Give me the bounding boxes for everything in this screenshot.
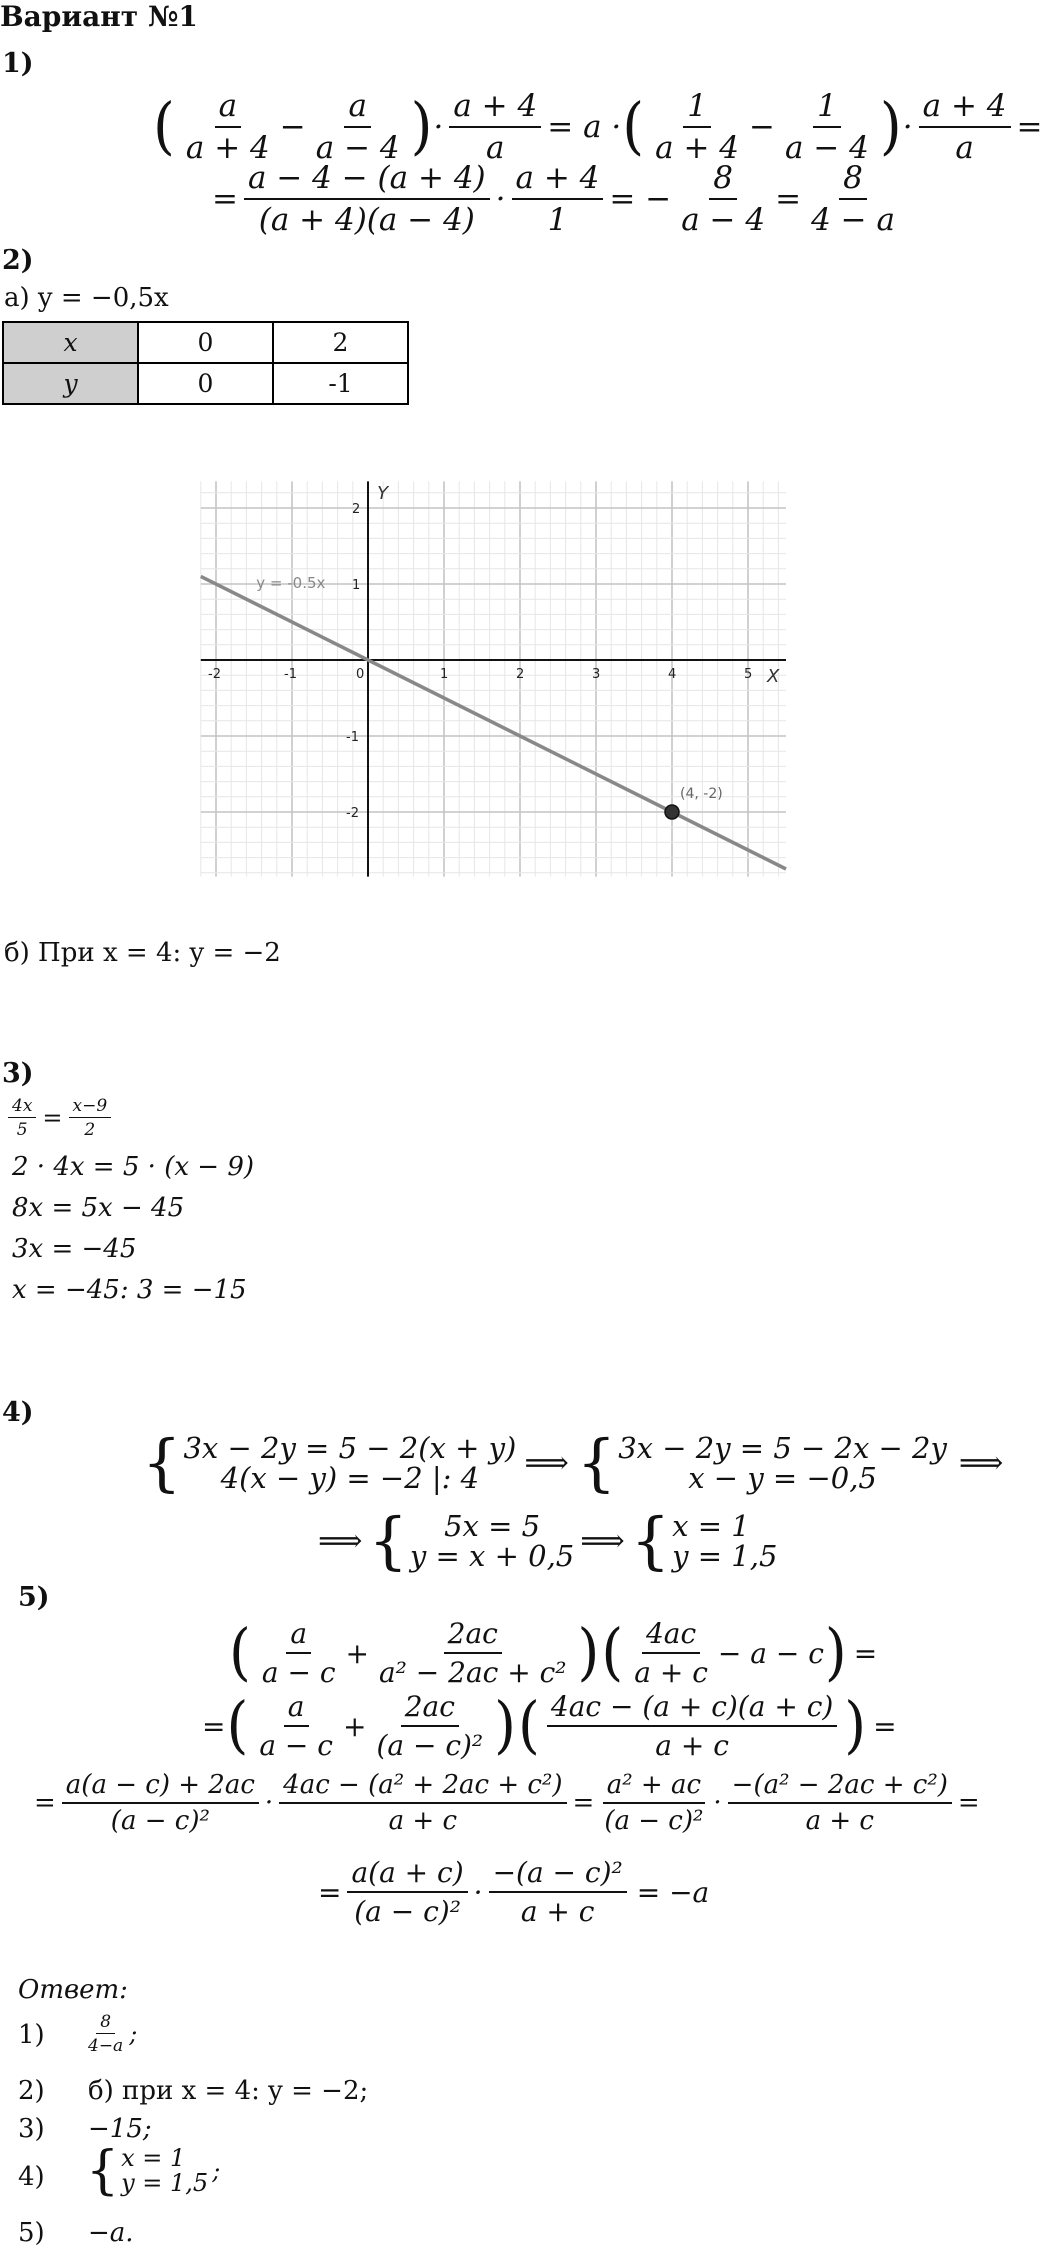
table-head-y: y: [3, 363, 138, 404]
task3-line: 8x = 5x − 45: [12, 1193, 185, 1223]
x-tick-label: 5: [744, 667, 753, 682]
section-4-label: 4): [2, 1397, 34, 1428]
section-2-label: 2): [2, 245, 34, 276]
y-tick-label: -1: [346, 730, 359, 745]
task2-label-a: а) y = −0,5x: [4, 283, 169, 313]
series-line: [201, 573, 786, 869]
x-tick-label: 2: [516, 667, 525, 682]
answer-item-2-num: 2): [18, 2076, 45, 2106]
page-title: Вариант №1: [0, 0, 198, 33]
y-tick-label: 2: [352, 502, 361, 517]
data-point: [665, 805, 679, 819]
task3-line: 3x = −45: [12, 1234, 137, 1264]
x-tick-label: -2: [208, 667, 221, 682]
answer-item-2: б) при x = 4: y = −2;: [88, 2076, 369, 2106]
answer-item-1-num: 1): [18, 2020, 45, 2050]
x-tick-label: 1: [440, 667, 449, 682]
task3-proportion: $\frac{4x}{5}$ = $\frac{x-9}{2}$: [8, 1096, 117, 1140]
table-cell: 0: [138, 363, 273, 404]
task4-line2: ⟹ { 5x = 5 y = x + 0,5 ⟹ { x = 1 y = 1,5: [318, 1504, 778, 1577]
task5-line3: = $\frac{a(a - c) + 2ac}{\text{(a − c)²}}$ · $\frac{\text{4ac − (a² + 2ac + c²)}}{a + c}$ = $\frac{\text{a² + ac}}{\text{(a − c)²}}$ · $\frac{\text{−(a² − 2ac + c²)}}{a + c}$ =: [34, 1770, 980, 1836]
table-row: [3, 322, 408, 363]
task1-line1: ( a a + 4 − $\frac{a}{a - 4}$ ) · $\frac{a + 4}{a}$ = a · ( 1 a + 4 − $\frac{1}{a - 4}$ ) · $\frac{a + 4}{a}$ =: [153, 88, 1042, 166]
answer-item-3-num: 3): [18, 2114, 45, 2144]
table-cell: 2: [273, 322, 408, 363]
task1-line2: = $\frac{a - 4 - (a + 4)}{(a + 4)(a - 4)}$ · $\frac{a + 4}{1}$ = − $\frac{8}{a - 4}$ = $\frac{8}{4 - a}$: [212, 160, 895, 238]
task3-line: x = −45: 3 = −15: [12, 1275, 247, 1305]
task3-line: 2 · 4x = 5 · (x − 9): [12, 1152, 254, 1182]
series-label: y = -0.5x: [256, 573, 326, 592]
task4-line1: { 3x − 2y = 5 − 2(x + y) 4(x − y) = −2 |: 4 ⟹ { 3x − 2y = 5 − 2x − 2y x − y = −0,5 ⟹: [142, 1426, 1004, 1499]
answer-item-4: { x = 1 y = 1,5 ;: [86, 2141, 221, 2201]
x-tick-label: 0: [356, 667, 365, 682]
function-graph: [200, 480, 800, 885]
answer-item-5: −a.: [88, 2218, 134, 2248]
x-tick-label: 3: [592, 667, 601, 682]
x-tick-label: -1: [284, 667, 297, 682]
y-tick-label: 1: [352, 578, 361, 593]
answer-item-3: −15;: [88, 2114, 152, 2144]
table-cell: 0: [138, 322, 273, 363]
y-axis-label: Y: [377, 482, 389, 504]
x-tick-label: 4: [668, 667, 677, 682]
answer-item-4-num: 4): [18, 2162, 45, 2192]
answer-heading: Ответ:: [18, 1975, 128, 2005]
answer-item-5-num: 5): [18, 2218, 45, 2248]
y-tick-label: -2: [346, 806, 359, 821]
data-point-label: (4, -2): [680, 786, 723, 802]
x-axis-label: X: [767, 666, 780, 687]
section-1-label: 1): [2, 48, 34, 79]
table-row: [3, 363, 408, 404]
section-3-label: 3): [2, 1058, 34, 1089]
task5-line2: = ( a a − c + $\frac{2ac}{\text{(a − c)²}}$ ) ( 4ac − (a + c)(a + c) a + c ) =: [202, 1689, 897, 1762]
task5-line4: = $\frac{a(a + c)}{\text{(a − c)²}}$ · $\frac{\text{−(a − c)²}}{a + c}$ = −a: [318, 1856, 710, 1928]
table-head-x: x: [3, 322, 138, 363]
values-table: [2, 321, 409, 405]
table-cell: -1: [273, 363, 408, 404]
answer-item-1: 8 4−a ;: [88, 2012, 138, 2056]
task5-line1: ( a a − c + $\frac{2ac}{\text{a² − 2ac + c²}}$ ) ( 4ac a + c − a − c ) =: [229, 1616, 878, 1689]
task2-label-b: б) При x = 4: y = −2: [4, 938, 281, 968]
section-5-label: 5): [18, 1582, 50, 1613]
